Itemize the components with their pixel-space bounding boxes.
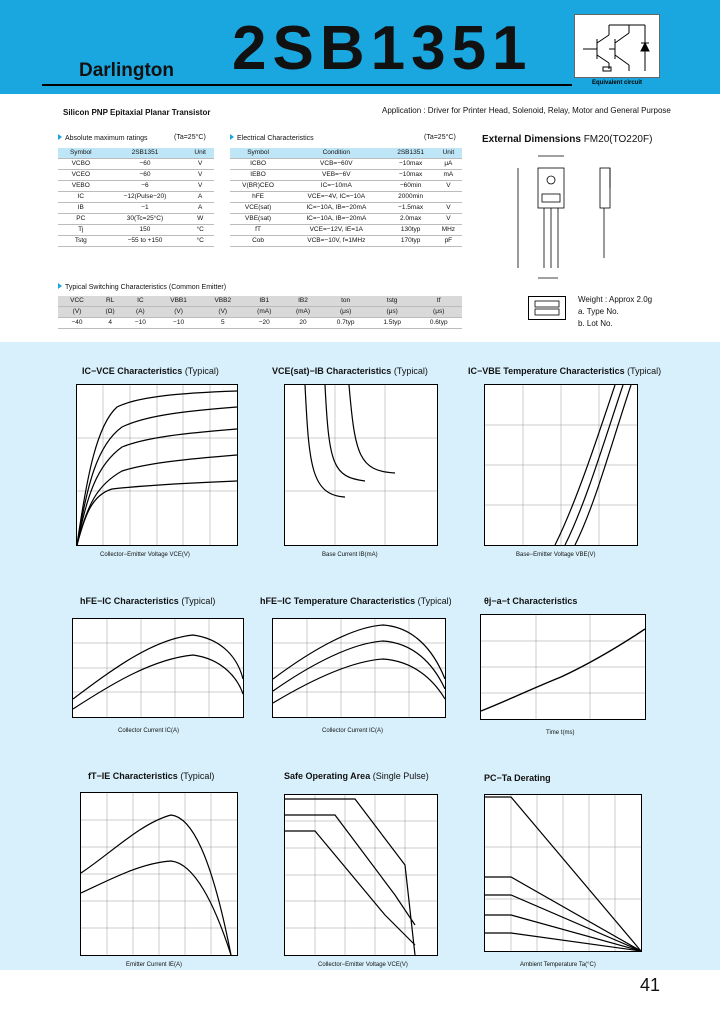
table-row	[58, 159, 214, 170]
table-header: RL	[96, 296, 124, 307]
external-title-text: External Dimensions	[482, 134, 581, 145]
table-header: VBB2	[201, 296, 245, 307]
table-row	[58, 236, 214, 247]
cell: V	[435, 214, 462, 225]
table-unit: (μs)	[322, 307, 369, 318]
cell: mA	[435, 170, 462, 181]
table-row	[58, 170, 214, 181]
series-name: Darlington	[79, 60, 174, 81]
cell: 150	[104, 225, 187, 236]
equivalent-circuit-label: Equivalent circuit	[592, 80, 643, 86]
table-unit: (μs)	[369, 307, 416, 318]
cell: V	[186, 181, 214, 192]
cell: A	[186, 203, 214, 214]
xlabel-ic-vbe: Base−Emitter Voltage VBE(V)	[516, 552, 596, 558]
cell: pF	[435, 236, 462, 247]
cell: VCB=−10V, f=1MHz	[286, 236, 386, 247]
cell: VBE(sat)	[230, 214, 286, 225]
chart-title-text: Safe Operating Area	[284, 771, 371, 781]
table-unit: (mA)	[245, 307, 284, 318]
chart-title-ic-vbe	[468, 366, 661, 376]
cell: 0.7typ	[322, 318, 369, 329]
table-unit: (Ω)	[96, 307, 124, 318]
table-header: Symbol	[230, 148, 286, 159]
table-row	[58, 214, 214, 225]
cell: V	[186, 170, 214, 181]
chart-title-soa	[284, 771, 429, 781]
abs-max-table	[58, 148, 214, 247]
cell: −60	[104, 170, 187, 181]
cell: W	[186, 214, 214, 225]
chart-title-ft-ie	[88, 771, 214, 781]
cell: IC=−10mA	[286, 181, 386, 192]
chart-hfe-ic	[72, 618, 244, 718]
table-unit: (V)	[156, 307, 200, 318]
table-unit: (V)	[201, 307, 245, 318]
chart-vcesat-ib	[284, 384, 438, 546]
cell: IC=−10A, IB=−20mA	[286, 214, 386, 225]
elec-heading	[230, 134, 314, 142]
chart-title-typ: (Typical)	[627, 366, 662, 376]
table-header: VBB1	[156, 296, 200, 307]
chart-title-typ: (Single Pulse)	[372, 771, 429, 781]
cell: −20	[245, 318, 284, 329]
table-row	[230, 192, 462, 203]
xlabel-ic-vce: Collector−Emitter Voltage VCE(V)	[100, 552, 190, 558]
table-unit: (V)	[58, 307, 96, 318]
table-header: IB1	[245, 296, 284, 307]
chart-title-text: hFE−IC Temperature Characteristics	[260, 596, 416, 606]
cell: fT	[230, 225, 286, 236]
cell: VCE=−12V, IE=1A	[286, 225, 386, 236]
cell: MHz	[435, 225, 462, 236]
cell: VEB=−6V	[286, 170, 386, 181]
section-marker-icon	[58, 283, 62, 289]
table-row	[58, 181, 214, 192]
table-row	[58, 192, 214, 203]
chart-soa	[284, 794, 438, 956]
table-unit: (mA)	[284, 307, 323, 318]
cell: −55 to +150	[104, 236, 187, 247]
table-header: Condition	[286, 148, 386, 159]
section-marker-icon	[58, 134, 62, 140]
cell: Cob	[230, 236, 286, 247]
chart-title-text: θj−a−t Characteristics	[484, 596, 578, 606]
chart-title-hfe-ic-temp	[260, 596, 452, 606]
xlabel-hfe-ic-temp: Collector Current IC(A)	[322, 728, 384, 734]
cell: −1	[104, 203, 187, 214]
chart-title-text: hFE−IC Characteristics	[80, 596, 179, 606]
table-row	[230, 236, 462, 247]
table-unit: (μs)	[415, 307, 462, 318]
chart-title-typ: (Typical)	[184, 366, 219, 376]
chart-title-ic-vce	[82, 366, 219, 376]
table-header: Symbol	[58, 148, 104, 159]
note-lot-no: b. Lot No.	[578, 319, 613, 328]
section-marker-icon	[230, 134, 234, 140]
part-number: 2SB1351	[232, 14, 533, 83]
application-text: Application : Driver for Printer Head, Solenoid, Relay, Motor and General Purpose	[382, 106, 671, 115]
elec-title: Electrical Characteristics	[237, 135, 314, 142]
header-rule	[42, 84, 572, 86]
abs-max-heading	[58, 134, 147, 142]
chart-title-text: IC−VCE Characteristics	[82, 366, 183, 376]
cell: −60	[104, 159, 187, 170]
table-row	[230, 181, 462, 192]
xlabel-ft-ie: Emitter Current IE(A)	[126, 962, 183, 968]
cell: −12(Pulse−20)	[104, 192, 187, 203]
chart-title-text: VCE(sat)−IB Characteristics	[272, 366, 392, 376]
table-row	[230, 203, 462, 214]
table-row	[230, 225, 462, 236]
cell: Tstg	[58, 236, 104, 247]
cell: 4	[96, 318, 124, 329]
cell: hFE	[230, 192, 286, 203]
cell: −10	[156, 318, 200, 329]
cell: IEBO	[230, 170, 286, 181]
chart-title-vcesat-ib	[272, 366, 428, 376]
cell: −6	[104, 181, 187, 192]
cell: −1.5max	[387, 203, 435, 214]
chart-title-typ: (Typical)	[181, 596, 216, 606]
chart-title-text: IC−VBE Temperature Characteristics	[468, 366, 625, 376]
equivalent-circuit	[574, 14, 660, 78]
table-header: Unit	[435, 148, 462, 159]
cell: V	[186, 159, 214, 170]
table-header: tstg	[369, 296, 416, 307]
cell: −40	[58, 318, 96, 329]
switching-table	[58, 296, 462, 329]
cell: VCE=−4V, IC=−10A	[286, 192, 386, 203]
table-row	[230, 159, 462, 170]
package-name: FM20(TO220F)	[583, 134, 653, 145]
weight-note: Weight : Approx 2.0g	[578, 295, 653, 304]
page-number: 41	[640, 975, 661, 995]
elec-cond: (Ta=25°C)	[424, 134, 456, 141]
chart-title-hfe-ic	[80, 596, 215, 606]
table-row	[230, 170, 462, 181]
package-notes	[578, 294, 652, 330]
abs-max-title: Absolute maximum ratings	[65, 135, 148, 142]
cell: 20	[284, 318, 323, 329]
cell: V(BR)CEO	[230, 181, 286, 192]
cell: VCE(sat)	[230, 203, 286, 214]
cell: VCB=−60V	[286, 159, 386, 170]
package-drawing	[498, 148, 688, 294]
chart-title-theta-t	[484, 596, 577, 606]
xlabel-vcesat-ib: Base Current IB(mA)	[322, 552, 378, 558]
table-header: 2SB1351	[104, 148, 187, 159]
cell: IC	[58, 192, 104, 203]
cell: VEBO	[58, 181, 104, 192]
table-header: ton	[322, 296, 369, 307]
note-type-no: a. Type No.	[578, 307, 619, 316]
cell: 1.5typ	[369, 318, 416, 329]
table-unit: (A)	[124, 307, 156, 318]
table-row	[58, 203, 214, 214]
table-row	[58, 318, 462, 329]
chart-title-pc-ta	[484, 773, 551, 783]
switching-title: Typical Switching Characteristics (Common Emitter)	[65, 284, 227, 291]
cell: A	[186, 192, 214, 203]
chart-title-text: fT−IE Characteristics	[88, 771, 178, 781]
table-row	[58, 225, 214, 236]
chart-title-typ: (Typical)	[393, 366, 428, 376]
cell: PC	[58, 214, 104, 225]
cell: −10max	[387, 159, 435, 170]
device-description: Silicon PNP Epitaxial Planar Transistor	[63, 108, 211, 117]
chart-ft-ie	[80, 792, 238, 956]
cell: μA	[435, 159, 462, 170]
xlabel-theta-t: Time t(ms)	[546, 730, 575, 736]
cell: V	[435, 203, 462, 214]
cell: V	[435, 181, 462, 192]
cell	[435, 192, 462, 203]
table-header: Unit	[186, 148, 214, 159]
cell: VCEO	[58, 170, 104, 181]
chart-hfe-ic-temp	[272, 618, 446, 718]
cell: Tj	[58, 225, 104, 236]
chart-theta-t	[480, 614, 646, 720]
cell: °C	[186, 236, 214, 247]
chart-pc-ta	[484, 794, 642, 952]
cell: IB	[58, 203, 104, 214]
cell: 30(Tc=25°C)	[104, 214, 187, 225]
marking-diagram	[528, 296, 566, 320]
cell: ICBO	[230, 159, 286, 170]
cell: −10	[124, 318, 156, 329]
table-row	[230, 214, 462, 225]
table-header: VCC	[58, 296, 96, 307]
table-header: IB2	[284, 296, 323, 307]
table-header: tf	[415, 296, 462, 307]
switching-heading	[58, 283, 226, 291]
xlabel-pc-ta: Ambient Temperature Ta(°C)	[520, 962, 596, 968]
xlabel-hfe-ic: Collector Current IC(A)	[118, 728, 180, 734]
cell: −10max	[387, 170, 435, 181]
table-header: IC	[124, 296, 156, 307]
cell: IC=−10A, IB=−20mA	[286, 203, 386, 214]
abs-max-cond: (Ta=25°C)	[174, 134, 206, 141]
cell: 170typ	[387, 236, 435, 247]
cell: −60min	[387, 181, 435, 192]
chart-title-typ: (Typical)	[417, 596, 452, 606]
chart-ic-vce	[76, 384, 238, 546]
cell: 130typ	[387, 225, 435, 236]
chart-title-typ: (Typical)	[180, 771, 215, 781]
xlabel-soa: Collector−Emitter Voltage VCE(V)	[318, 962, 408, 968]
cell: 2.0max	[387, 214, 435, 225]
cell: 2000min	[387, 192, 435, 203]
cell: VCBO	[58, 159, 104, 170]
cell: °C	[186, 225, 214, 236]
chart-ic-vbe	[484, 384, 638, 546]
table-header: 2SB1351	[387, 148, 435, 159]
cell: 5	[201, 318, 245, 329]
elec-table	[230, 148, 462, 247]
chart-title-text: PC−Ta Derating	[484, 773, 551, 783]
cell: 0.6typ	[415, 318, 462, 329]
external-dimensions-title	[482, 134, 652, 145]
